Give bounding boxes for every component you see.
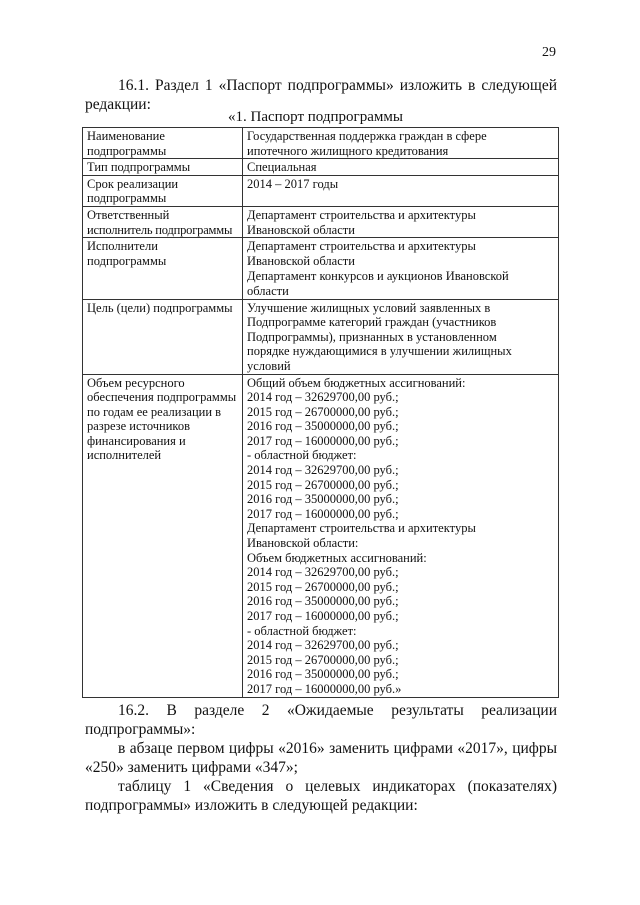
row-value-funding: Общий объем бюджетных ассигнований: 2014 год – 32629700,00 руб.; 2015 год – 26700000,00 руб.; 2016 год – 35000000,00 руб.; 2017 год – 16000000,00 руб.; - областной бюджет: 2014 год – 32629700,00 руб.; 2015 год – 26700000,00 руб.; 2016 год – 35000000,00 руб.; 2017 год – 16000000,00 руб.; Департамент строительства и архитектуры Ивановской области: Объем бюджетных ассигнований: 2014 год – 32629700,00 руб.; 2015 год – 26700000,00 руб.; 2016 год – 35000000,00 руб.; 2017 год – 16000000,00 руб.; - областной бюджет: 2014 год – 32629700,00 руб.; 2015 год – 26700000,00 руб.; 2016 год – 35000000,00 руб.; 2017 год – 16000000,00 руб.»	[243, 374, 559, 697]
section-16-2-line-2: подпрограммы»:	[85, 721, 196, 738]
table-row	[83, 206, 559, 237]
table-row	[83, 299, 559, 374]
paragraph-table	[85, 777, 557, 815]
paragraph-table-line-1: таблицу 1 «Сведения о целевых индикаторах (показателях)	[118, 778, 557, 795]
row-value-type: Специальная	[243, 159, 559, 176]
row-label-type: Тип подпрограммы	[83, 159, 243, 176]
row-label-name: Наименование подпрограммы	[83, 128, 243, 159]
section-16-2-line-1: 16.2. В разделе 2 «Ожидаемые результаты реализации	[118, 702, 557, 719]
paragraph-2016	[85, 739, 557, 777]
row-value-term: 2014 – 2017 годы	[243, 175, 559, 206]
row-label-term: Срок реализации подпрограммы	[83, 175, 243, 206]
row-value-responsible: Департамент строительства и архитектуры Ивановской области	[243, 206, 559, 237]
passport-table	[82, 127, 559, 698]
row-value-goal: Улучшение жилищных условий заявленных в Подпрограмме категорий граждан (участников Подпрограммы), признанных в установленном порядке нуждающимися в улучшении жилищных условий	[243, 299, 559, 374]
row-label-goal: Цель (цели) подпрограммы	[83, 299, 243, 374]
passport-title: «1. Паспорт подпрограммы	[228, 109, 403, 125]
row-value-executors: Департамент строительства и архитектуры Ивановской области Департамент конкурсов и аукционов Ивановской области	[243, 238, 559, 299]
table-row	[83, 175, 559, 206]
section-16-2-paragraph	[85, 701, 557, 739]
row-label-funding: Объем ресурсного обеспечения подпрограммы по годам ее реализации в разрезе источников финансирования и исполнителей	[83, 374, 243, 697]
table-row	[83, 159, 559, 176]
paragraph-2016-line-1: в абзаце первом цифры «2016» заменить цифрами «2017», цифры	[118, 740, 557, 757]
row-label-responsible: Ответственный исполнитель подпрограммы	[83, 206, 243, 237]
page-number: 29	[542, 45, 556, 60]
paragraph-2016-line-2: «250» заменить цифрами «347»;	[85, 759, 298, 776]
table-row	[83, 128, 559, 159]
intro-line-1: 16.1. Раздел 1 «Паспорт подпрограммы» изложить в следующей	[118, 77, 557, 94]
table-row	[83, 238, 559, 299]
intro-line-2: редакции:	[85, 96, 151, 113]
row-label-executors: Исполнители подпрограммы	[83, 238, 243, 299]
paragraph-table-line-2: подпрограммы» изложить в следующей редакции:	[85, 797, 418, 814]
row-value-name: Государственная поддержка граждан в сфере ипотечного жилищного кредитования	[243, 128, 559, 159]
table-row	[83, 374, 559, 697]
